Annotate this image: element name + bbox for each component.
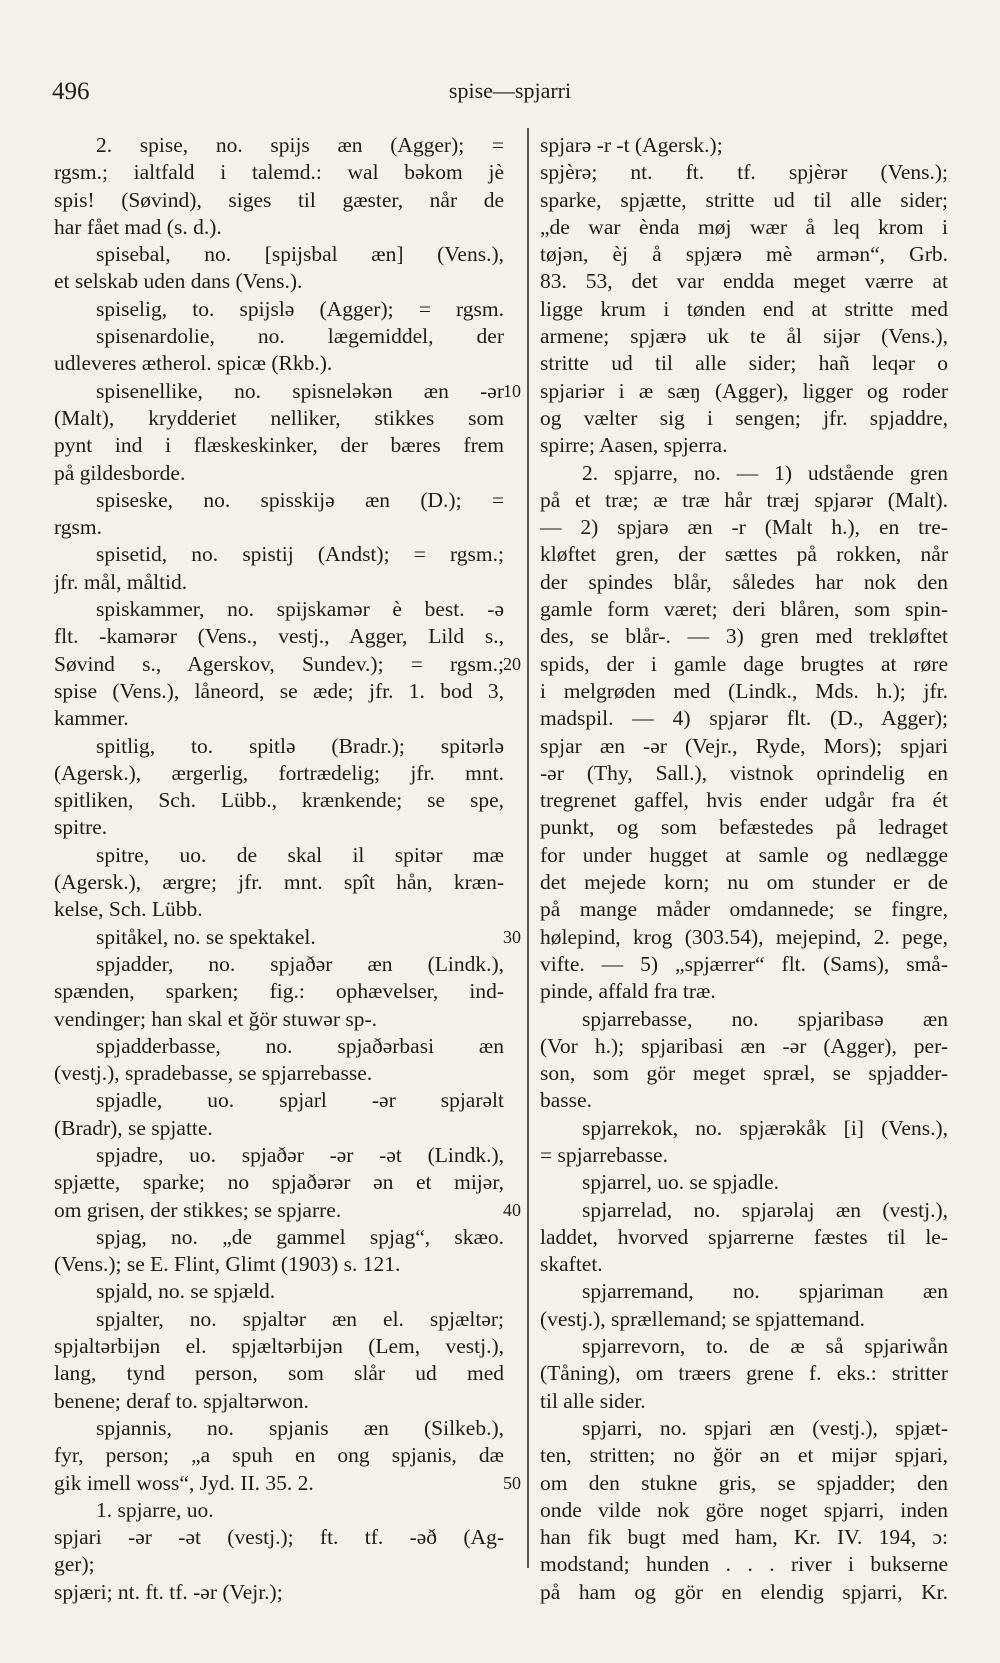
entry-line: på mange måder omdannede; se fingre,: [540, 897, 948, 922]
entry-line: 2. spjarre, no. — 1) udstående gren: [582, 460, 948, 485]
entry-line: spjarremand, no. spjariman æn: [582, 1279, 948, 1304]
entry-line: Søvind s., Agerskov, Sundev.); = rgsm.;: [54, 651, 504, 676]
entry-line: spjarri, no. spjari æn (vestj.), spjæt-: [582, 1415, 948, 1440]
entry-line: spise (Vens.), låneord, se æde; jfr. 1. bod 3,: [54, 678, 504, 703]
entry-line: gik imell woss“, Jyd. II. 35. 2.: [54, 1470, 314, 1495]
entry-line: han fik bugt med ham, Kr. IV. 194, ɔ:: [540, 1525, 948, 1550]
entry-line: spitliken, Sch. Lübb., krænkende; se spe,: [54, 788, 504, 813]
entry-line: benene; deraf to. spjaltərwon.: [54, 1388, 309, 1413]
entry-line: til alle sider.: [540, 1388, 646, 1413]
entry-line: 83. 53, det var endda meget værre at: [540, 269, 948, 294]
line-number: 40: [503, 1199, 521, 1220]
entry-line: lang, tynd person, som slår ud med: [54, 1361, 504, 1386]
entry-line: om grisen, der stikkes; se spjarre.: [54, 1197, 342, 1222]
entry-line: spjaltərbijən el. spjæltərbijən (Lem, vestj.),: [54, 1334, 504, 1359]
entry-line: „de war ènda møj wær å leq krom i: [540, 214, 948, 239]
entry-line: spjariər i æ sæŋ (Agger), ligger og roder: [540, 378, 948, 403]
entry-line: (Tåning), om træers grene f. eks.: stritter: [540, 1361, 948, 1386]
entry-line: spitlig, to. spitlə (Bradr.); spitərlə: [96, 733, 504, 758]
entry-line: fyr, person; „a spuh en ong spjanis, dæ: [54, 1443, 504, 1468]
right-column: [540, 132, 948, 1606]
entry-line: rgsm.; ialtfald i talemd.: wal bəkom jè: [54, 160, 504, 185]
entry-line: spjar æn -ər (Vejr., Ryde, Mors); spjari: [540, 733, 948, 758]
entry-line: spids, der i gamle dage brugtes at røre: [540, 651, 948, 676]
entry-line: madspil. — 4) spjarər flt. (D., Agger);: [540, 706, 948, 731]
entry-line: spiskammer, no. spijskamər è best. -ə: [96, 597, 504, 622]
entry-line: i melgrøden med (Lindk., Mds. h.); jfr.: [540, 678, 948, 703]
line-number: 10: [503, 380, 521, 401]
entry-line: ten, stritten; no ğör ən et mijər spjari,: [540, 1443, 948, 1468]
entry-line: spiselig, to. spijslə (Agger); = rgsm.: [96, 296, 504, 321]
entry-line: (vestj.), sprællemand; se spjattemand.: [540, 1306, 865, 1331]
entry-line: skaftet.: [540, 1252, 603, 1277]
line-number: 20: [503, 653, 521, 674]
entry-line: og vælter sig i sengen; jfr. spjaddre,: [540, 405, 948, 430]
entry-line: tregrenet gaffel, hvis ender udgår fra ét: [540, 788, 948, 813]
entry-line: spisenardolie, no. lægemiddel, der: [96, 324, 504, 349]
entry-line: pinde, affald fra træ.: [540, 979, 716, 1004]
entry-line: har fået mad (s. d.).: [54, 214, 222, 239]
entry-line: spjèrə; nt. ft. tf. spjèrər (Vens.);: [540, 160, 948, 185]
entry-line: spitre, uo. de skal il spitər mæ: [96, 842, 504, 867]
entry-line: spjannis, no. spjanis æn (Silkeb.),: [96, 1415, 504, 1440]
entry-line: spjalter, no. spjaltər æn el. spjæltər;: [96, 1306, 504, 1331]
entry-line: spisetid, no. spistij (Andst); = rgsm.;: [96, 542, 504, 567]
entry-line: spjadderbasse, no. spjaðərbasi æn: [96, 1033, 504, 1058]
entry-line: om den stukne gris, se spjadder; den: [540, 1470, 948, 1495]
entry-line: spitre.: [54, 815, 108, 840]
line-number: 50: [503, 1472, 521, 1493]
entry-line: spirre; Aasen, spjerra.: [540, 433, 728, 458]
entry-line: pynt ind i flæskeskinker, der bæres frem: [54, 433, 504, 458]
entry-line: flt. -kamərər (Vens., vestj., Agger, Lild s.,: [54, 624, 504, 649]
entry-line: (Malt), krydderiet nelliker, stikkes som: [54, 405, 504, 430]
entry-line: stritte ud til alle sider; hañ leqər o: [540, 351, 948, 376]
entry-line: spitåkel, no. se spektakel.: [96, 924, 316, 949]
entry-line: (Bradr), se spjatte.: [54, 1115, 213, 1140]
entry-line: punkt, og som befæstedes på ledraget: [540, 815, 948, 840]
entry-line: der spindes blår, således har nok den: [540, 569, 948, 594]
entry-line: udleveres ætherol. spicæ (Rkb.).: [54, 351, 333, 376]
line-number: 30: [503, 926, 521, 947]
entry-line: basse.: [540, 1088, 592, 1113]
entry-line: spænden, sparken; fig.: ophævelser, ind-: [54, 979, 504, 1004]
entry-line: onde vilde nok göre noget spjarri, inden: [540, 1497, 948, 1522]
entry-line: -ər (Thy, Sall.), vistnok oprindelig en: [540, 760, 948, 785]
entry-line: (Vens.); se E. Flint, Glimt (1903) s. 121.: [54, 1252, 401, 1277]
left-column: [54, 132, 504, 1606]
entry-line: spisebal, no. [spijsbal æn] (Vens.),: [96, 242, 504, 267]
entry-line: 2. spise, no. spijs æn (Agger); =: [96, 133, 504, 157]
entry-line: kelse, Sch. Lübb.: [54, 897, 203, 922]
entry-line: 1. spjarre, uo.: [96, 1497, 214, 1522]
entry-line: gamle form været; deri blåren, som spin-: [540, 597, 948, 622]
entry-line: spiseske, no. spisskijə æn (D.); =: [96, 487, 504, 512]
running-head: spise—spjarri: [448, 78, 572, 103]
entry-line: spisenellike, no. spisneləkən æn -ər: [96, 378, 504, 403]
entry-line: vifte. — 5) „spjærrer“ flt. (Sams), små-: [540, 951, 948, 976]
entry-line: spjald, no. se spjæld.: [96, 1279, 276, 1304]
entry-line: rgsm.: [54, 515, 102, 540]
entry-line: for under hugget at samle og nedlægge: [540, 842, 948, 867]
entry-line: hølepind, krog (303.54), mejepind, 2. pege,: [540, 924, 948, 949]
entry-line: (vestj.), spradebasse, se spjarrebasse.: [54, 1061, 373, 1086]
entry-line: spjarrelad, no. spjarəlaj æn (vestj.),: [582, 1197, 948, 1222]
page-header: [52, 78, 968, 110]
entry-line: (Agersk.), ærgerlig, fortrædelig; jfr. mnt.: [54, 760, 504, 785]
entry-line: et selskab uden dans (Vens.).: [54, 269, 303, 294]
entry-line: på et træ; æ træ hår træj spjarər (Malt).: [540, 487, 948, 512]
entry-line: kløftet gren, der sættes på rokken, når: [540, 542, 948, 567]
entry-line: ligge krum i tønden end at stritte med: [540, 296, 948, 321]
page-number: 496: [52, 78, 90, 105]
entry-line: spjæri; nt. ft. tf. -ər (Vejr.);: [54, 1579, 283, 1604]
entry-line: spis! (Søvind), siges til gæster, når de: [54, 187, 504, 212]
entry-line: spjarrebasse, no. spjaribasə æn: [582, 1006, 948, 1031]
entry-line: — 2) spjarə æn -r (Malt h.), en tre-: [540, 515, 948, 540]
entry-line: spjarə -r -t (Agersk.);: [540, 133, 723, 157]
entry-line: modstand; hunden . . . river i bukserne: [540, 1552, 948, 1577]
entry-line: spjadder, no. spjaðər æn (Lindk.),: [96, 951, 504, 976]
entry-line: på ham og gör en elendig spjarri, Kr.: [540, 1579, 948, 1604]
entry-line: vendinger; han skal et ğör stuwər sp-.: [54, 1006, 378, 1031]
entry-line: det mejede korn; nu om stunder er de: [540, 870, 948, 895]
entry-line: spjarrevorn, to. de æ så spjariwån: [582, 1334, 948, 1359]
entry-line: des, se blår-. — 3) gren med trekløftet: [540, 624, 948, 649]
entry-line: spjarrel, uo. se spjadle.: [582, 1170, 780, 1195]
entry-line: kammer.: [54, 706, 129, 731]
entry-line: spjari -ər -ət (vestj.); ft. tf. -əð (Ag-: [54, 1525, 504, 1550]
entry-line: spjarrekok, no. spjærəkåk [i] (Vens.),: [582, 1115, 948, 1140]
entry-line: tøjən, èj å spjærə mè armən“, Grb.: [540, 242, 948, 267]
entry-line: på gildesborde.: [54, 460, 186, 485]
column-divider: [527, 128, 529, 1568]
entry-line: (Vor h.); spjaribasi æn -ər (Agger), per-: [540, 1033, 948, 1058]
entry-line: sparke, spjætte, stritte ud til alle sider;: [540, 187, 948, 212]
entry-line: spjætte, sparke; no spjaðərər ən et mijər,: [54, 1170, 504, 1195]
entry-line: = spjarrebasse.: [540, 1142, 668, 1167]
entry-line: (Agersk.), ærgre; jfr. mnt. spît hån, kræn-: [54, 870, 504, 895]
entry-line: spjag, no. „de gammel spjag“, skæo.: [96, 1224, 504, 1249]
entry-line: laddet, hvorved spjarrerne fæstes til le-: [540, 1224, 948, 1249]
entry-line: spjadre, uo. spjaðər -ər -ət (Lindk.),: [96, 1142, 504, 1167]
entry-line: jfr. mål, måltid.: [54, 569, 188, 594]
entry-line: spjadle, uo. spjarl -ər spjarəlt: [96, 1088, 504, 1113]
entry-line: son, som gör meget spræl, se spjadder-: [540, 1061, 948, 1086]
entry-line: ger);: [54, 1552, 95, 1577]
entry-line: armene; spjærə uk te ål sijər (Vens.),: [540, 324, 948, 349]
